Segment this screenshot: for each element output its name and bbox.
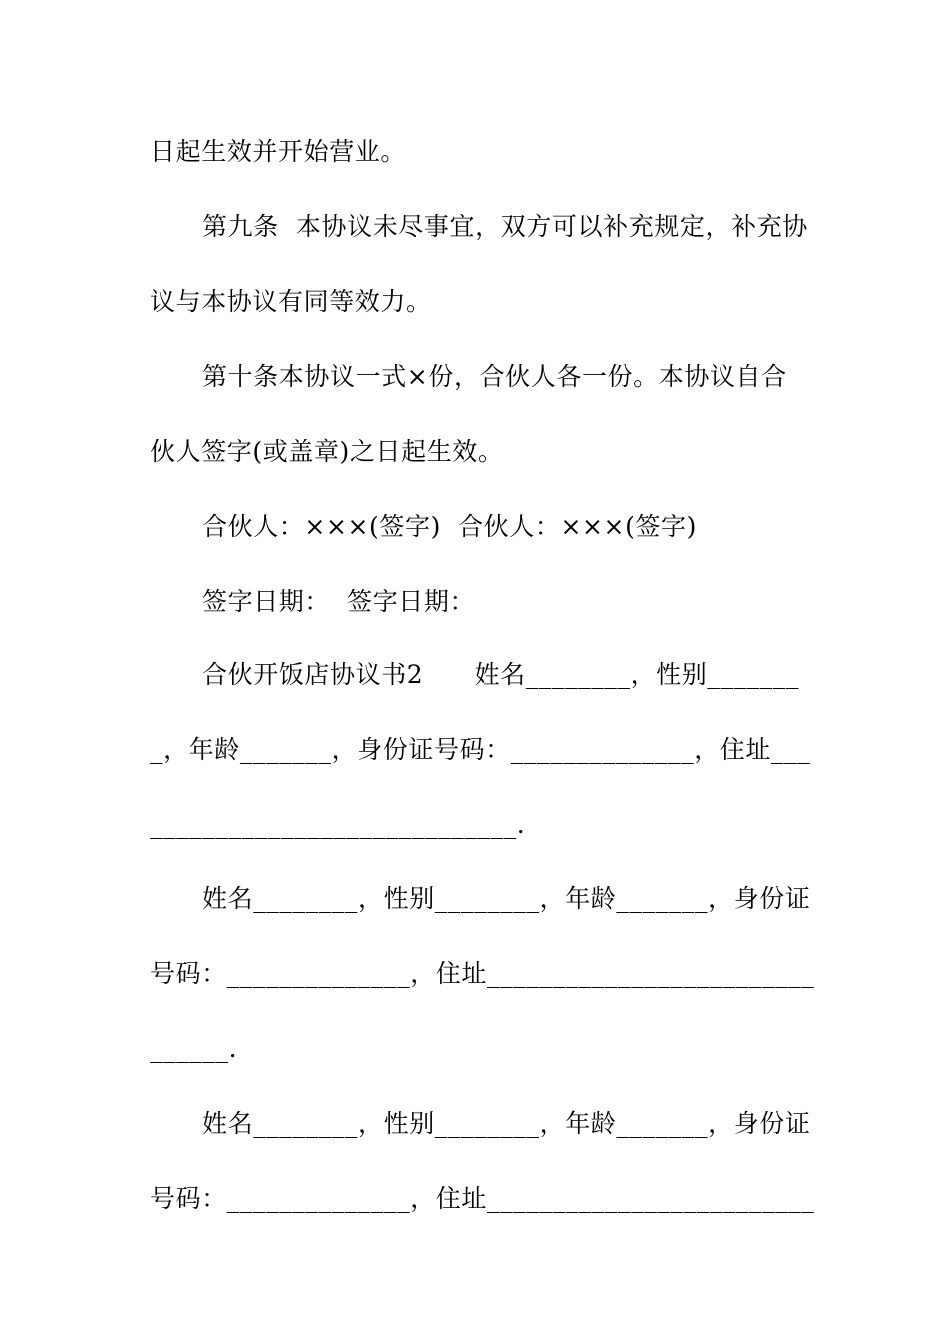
signature-line: 合伙人：×××(签字) 合伙人：×××(签字) [202,512,697,541]
text-line: ____________________________. [150,810,526,839]
text-line-article-10: 第十条本协议一式×份，合伙人各一份。本协议自合 [202,362,787,391]
text-line: 议与本协议有同等效力。 [150,287,432,316]
agreement-title-line: 合伙开饭店协议书2 姓名________，性别_______ [202,660,800,689]
text-line-article-9: 第九条 本协议未尽事宜，双方可以补充规定，补充协 [202,212,808,241]
signature-date-line: 签字日期： 签字日期： [202,587,476,616]
text-line: 号码：______________，住址_________________________ [150,1184,815,1213]
partner-info-line: 姓名________，性别________，年龄_______，身份证 [202,1109,811,1138]
text-line: ______. [150,1034,238,1063]
text-line: 号码：______________，住址_________________________ [150,959,815,988]
text-line: _，年龄_______，身份证号码：______________，住址___ [150,735,811,764]
partner-info-line: 姓名________，性别________，年龄_______，身份证 [202,884,811,913]
text-line: 伙人签字(或盖章)之日起生效。 [150,437,504,466]
text-line: 日起生效并开始营业。 [150,137,407,166]
